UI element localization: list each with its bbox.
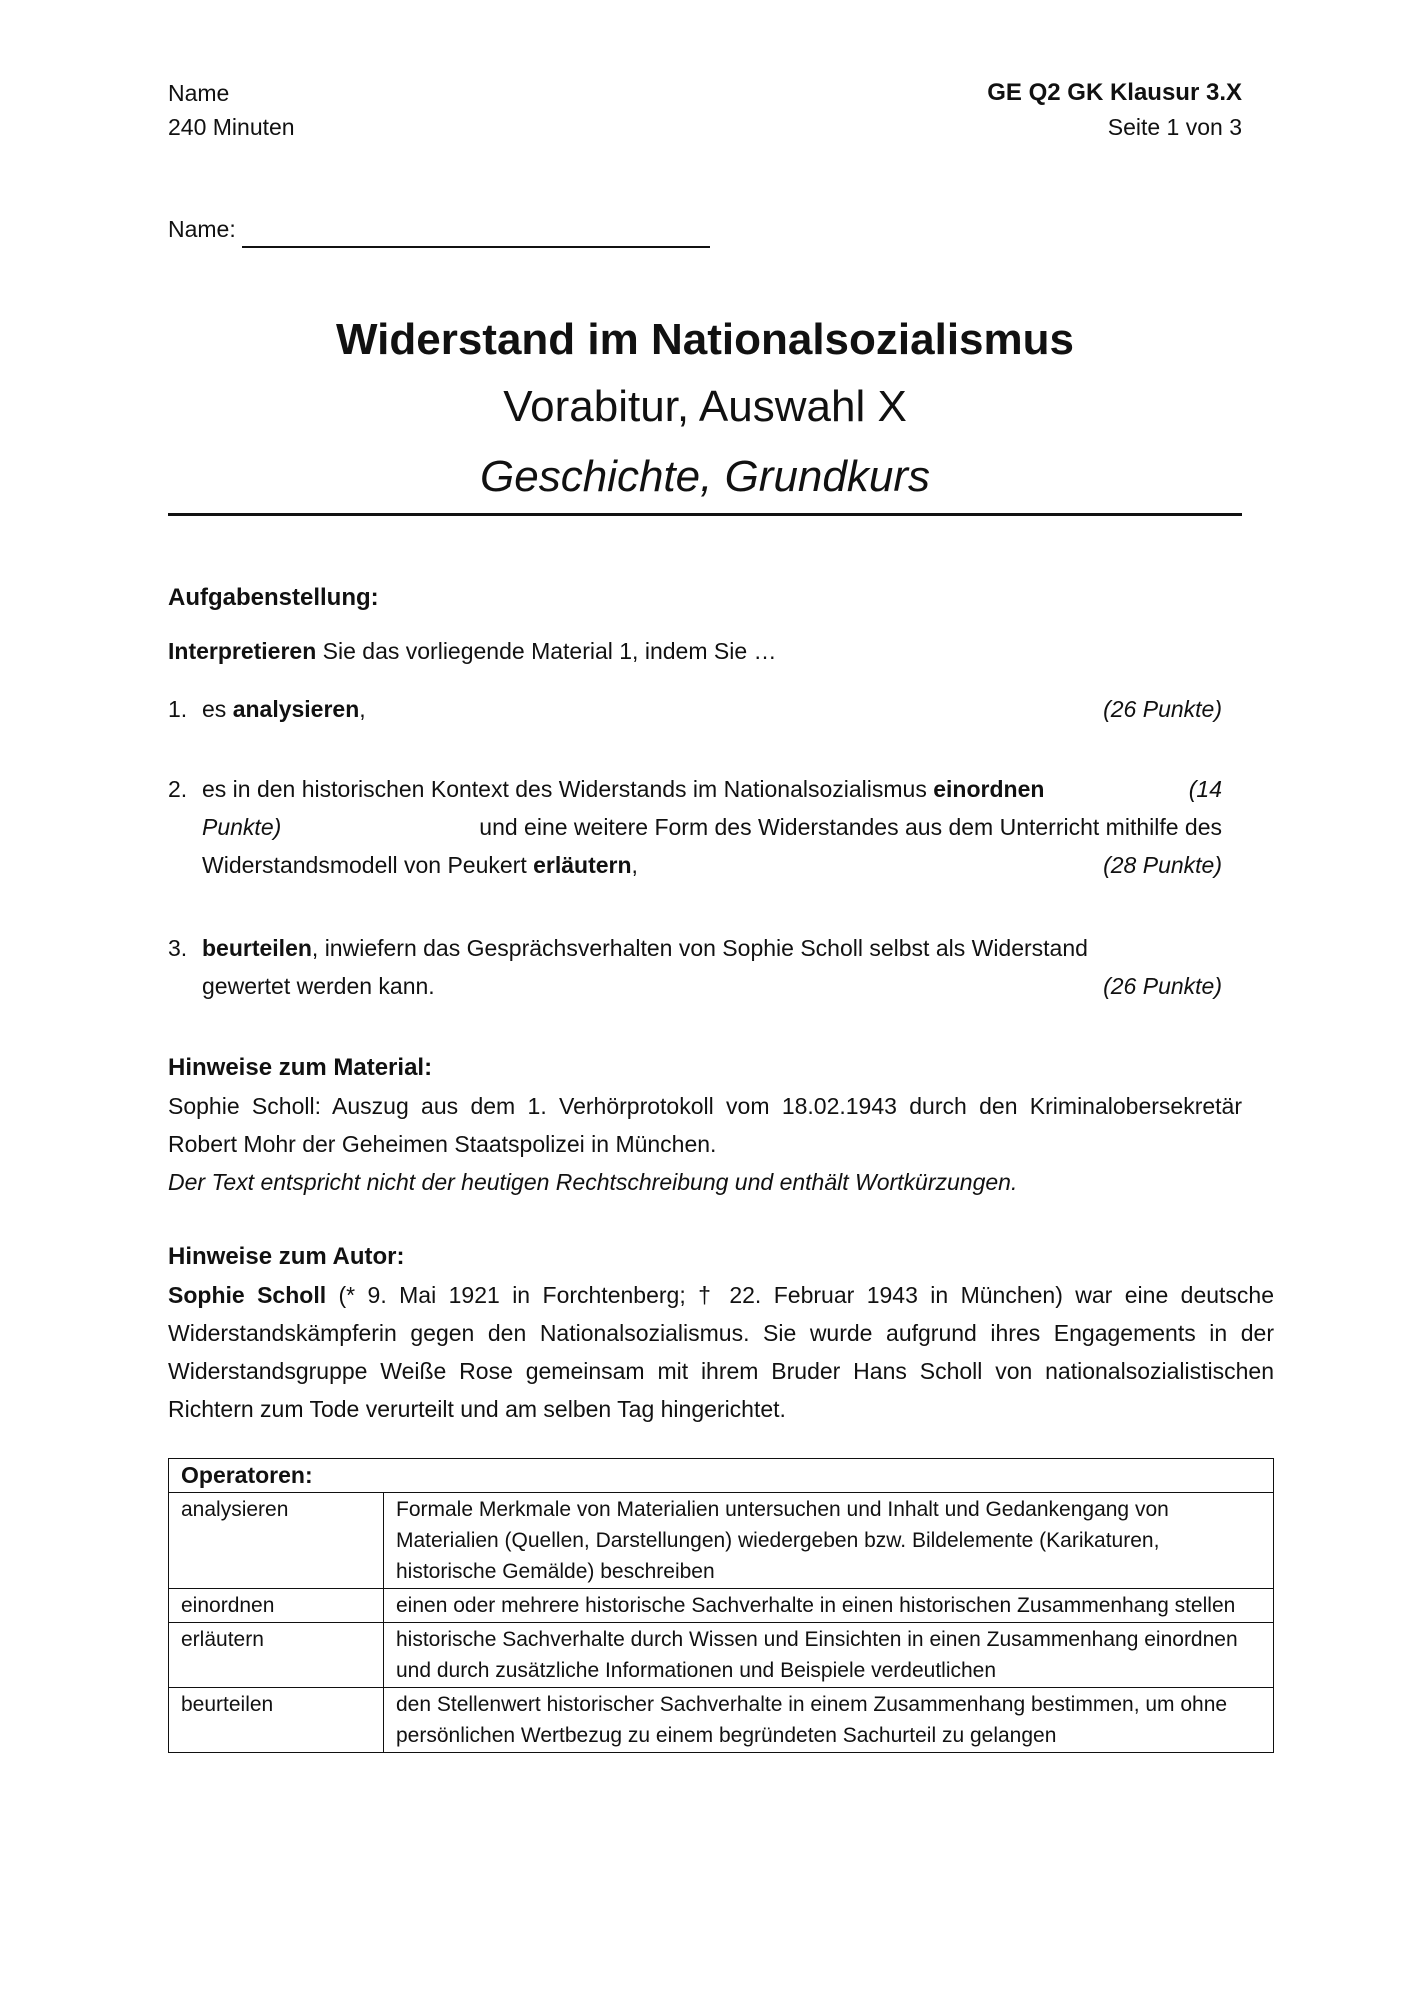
aufgabenstellung-heading: Aufgabenstellung: (168, 584, 379, 611)
task-2-operator-1: einordnen (933, 776, 1045, 802)
task-3 (168, 929, 1222, 1005)
table-header-row (169, 1459, 1274, 1493)
operator-description: einen oder mehrere historische Sachverhalte in einen historischen Zusammenhang stellen (384, 1589, 1274, 1623)
task-number: 2. (168, 776, 188, 802)
task-number: 1. (168, 696, 188, 722)
task-3-points: (26 Punkte) (1103, 973, 1222, 999)
autor-bio: (* 9. Mai 1921 in Forchtenberg; † 22. Februar 1943 in München) war eine deutsche Widerstandskämpferin gegen den Nationalsozialismus. Sie wurde aufgrund ihres Engagements in der Widerstandsgruppe Weiße Rose gemeinsam mit ihrem Bruder Hans Scholl von nationalsozialistischen Richtern zum Tode verurteilt und am selben Tag hingerichtet. (168, 1282, 1275, 1422)
task-1 (168, 690, 1222, 728)
table-row (169, 1623, 1274, 1688)
operator-description: den Stellenwert historischer Sachverhalte in einem Zusammenhang bestimmen, um ohne persönlichen Wertbezug zu einem begründeten Sachurteil zu gelangen (384, 1688, 1274, 1753)
task-3-text-line2: gewertet werden kann. (202, 973, 435, 999)
task-2-text-post: , (631, 852, 638, 878)
operator-description: Formale Merkmale von Materialien untersuchen und Inhalt und Gedankengang von Materialien (Quellen, Darstellungen) wiedergeben bzw. Bildelemente (Karikaturen, historische Gemälde) beschreiben (384, 1493, 1274, 1589)
material-note: Der Text entspricht nicht der heutigen Rechtschreibung und enthält Wortkürzungen. (168, 1169, 1018, 1195)
name-field (168, 210, 710, 248)
task-2-points-1a: (14 (1188, 776, 1222, 802)
header-duration: 240 Minuten (168, 114, 295, 140)
page-subtitle: Vorabitur, Auswahl X (503, 382, 907, 431)
page-title: Widerstand im Nationalsozialismus (336, 315, 1074, 364)
operator-description: historische Sachverhalte durch Wissen und Einsichten in einen Zusammenhang einordnen und durch zusätzliche Informationen und Beispiele verdeutlichen (384, 1623, 1274, 1688)
operator-name: beurteilen (169, 1688, 384, 1753)
course-title: Geschichte, Grundkurs (480, 452, 930, 501)
material-text: Sophie Scholl: Auszug aus dem 1. Verhörprotokoll vom 18.02.1943 durch den Kriminalobersekretär Robert Mohr der Geheimen Staatspolizei in München. (168, 1093, 1242, 1157)
task-text (202, 770, 1222, 884)
task-intro (168, 632, 1242, 670)
page-number: Seite 1 von 3 (1107, 114, 1242, 140)
task-2-text-line2: und eine weitere Form des Widerstandes aus dem Unterricht mithilfe des (479, 814, 1222, 840)
task-text (202, 690, 1222, 728)
task-1-text-post: , (359, 696, 366, 722)
task-text (202, 929, 1222, 1005)
table-row (169, 1688, 1274, 1753)
title-divider (168, 513, 1242, 516)
task-2-points-2: (28 Punkte) (1103, 852, 1222, 878)
table-row (169, 1493, 1274, 1589)
task-3-text-line1: , inwiefern das Gesprächsverhalten von Sophie Scholl selbst als Widerstand (311, 935, 1088, 961)
autor-text (168, 1276, 1274, 1428)
operatoren-heading: Operatoren: (169, 1459, 1274, 1493)
header-name-label: Name (168, 80, 230, 106)
task-3-operator: beurteilen (202, 935, 312, 961)
autor-name: Sophie Scholl (168, 1282, 327, 1308)
intro-operator: Interpretieren (168, 638, 317, 664)
operator-name: einordnen (169, 1589, 384, 1623)
task-number: 3. (168, 935, 188, 961)
task-2-operator-2: erläutern (533, 852, 632, 878)
intro-text: Sie das vorliegende Material 1, indem Sie … (316, 638, 777, 664)
operator-name: analysieren (169, 1493, 384, 1589)
task-2 (168, 770, 1222, 884)
task-1-operator: analysieren (232, 696, 360, 722)
operator-name: erläutern (169, 1623, 384, 1688)
autor-heading: Hinweise zum Autor: (168, 1243, 405, 1270)
name-blank-line[interactable] (242, 216, 710, 248)
header-right (987, 76, 1242, 144)
header-left (168, 76, 295, 144)
task-1-text-pre: es (202, 696, 233, 722)
table-row (169, 1589, 1274, 1623)
material-heading: Hinweise zum Material: (168, 1054, 433, 1081)
exam-code: GE Q2 GK Klausur 3.X (987, 79, 1242, 106)
task-2-text-line3: Widerstandsmodell von Peukert (202, 852, 534, 878)
task-2-points-1b: Punkte) (202, 814, 282, 840)
operatoren-table (168, 1458, 1274, 1753)
task-2-text-line1: es in den historischen Kontext des Widerstands im Nationalsozialismus (202, 776, 934, 802)
task-1-points: (26 Punkte) (1103, 696, 1222, 722)
title-block (168, 308, 1242, 512)
name-field-label: Name: (168, 216, 236, 242)
